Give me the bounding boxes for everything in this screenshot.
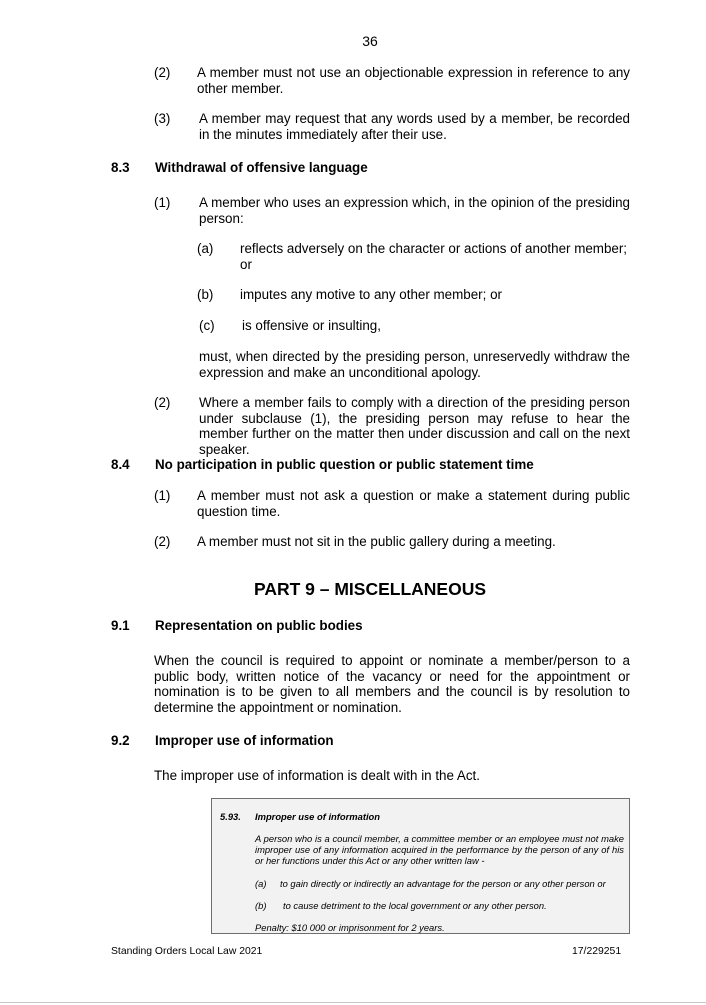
section-number: 8.4 bbox=[111, 457, 130, 472]
extract-item-label: (a) bbox=[255, 878, 267, 889]
item-label: (a) bbox=[197, 241, 214, 256]
footer-title: Standing Orders Local Law 2021 bbox=[111, 946, 263, 957]
clause-text: Where a member fails to comply with a direction of the presiding person under subclause (1), the presiding person may refuse to hear the member further on the matter then under discussion and call on the next speaker. bbox=[199, 395, 630, 457]
item-label: (b) bbox=[197, 287, 214, 302]
section-number: 9.2 bbox=[111, 733, 130, 748]
item-text: reflects adversely on the character or actions of another member; or bbox=[240, 241, 628, 272]
section-heading: No participation in public question or public statement time bbox=[155, 457, 534, 472]
part-heading: PART 9 – MISCELLANEOUS bbox=[253, 579, 487, 599]
clause-number: (1) bbox=[154, 195, 171, 210]
section-number: 8.3 bbox=[111, 160, 130, 175]
act-extract-box bbox=[211, 798, 630, 934]
item-label: (c) bbox=[199, 318, 215, 333]
clause-number: (2) bbox=[154, 534, 171, 549]
clause-text: A member must not ask a question or make a statement during public question time. bbox=[197, 488, 630, 519]
section-number: 9.1 bbox=[111, 618, 130, 633]
page-number: 36 bbox=[362, 33, 378, 49]
footer-reference: 17/229251 bbox=[572, 946, 622, 957]
item-text: is offensive or insulting, bbox=[242, 318, 381, 333]
extract-title: Improper use of information bbox=[255, 811, 381, 822]
clause-text: A member must not sit in the public gallery during a meeting. bbox=[197, 534, 556, 549]
clause-text: A member may request that any words used by a member, be recorded in the minutes immediately after their use. bbox=[199, 111, 630, 142]
clause-closing-text: must, when directed by the presiding person, unreservedly withdraw the expression and make an unconditional apology. bbox=[199, 349, 630, 380]
extract-number: 5.93. bbox=[220, 811, 241, 822]
clause-number: (3) bbox=[154, 111, 171, 126]
page-bottom-edge bbox=[0, 1002, 706, 1003]
clause-text: A member who uses an expression which, in the opinion of the presiding person: bbox=[199, 195, 630, 226]
item-text: imputes any motive to any other member; or bbox=[240, 287, 502, 302]
extract-item-label: (b) bbox=[255, 900, 267, 911]
extract-item-text: to cause detriment to the local government or any other person. bbox=[283, 900, 547, 911]
extract-item-text: to gain directly or indirectly an advantage for the person or any other person or bbox=[280, 878, 606, 889]
section-heading: Improper use of information bbox=[155, 733, 334, 748]
section-body: The improper use of information is dealt with in the Act. bbox=[154, 768, 480, 783]
section-heading: Representation on public bodies bbox=[155, 618, 363, 633]
clause-number: (1) bbox=[154, 488, 171, 503]
extract-penalty: Penalty: $10 000 or imprisonment for 2 years. bbox=[255, 922, 445, 933]
extract-intro: A person who is a council member, a committee member or an employee must not make improper use of any information acquired in the performance by the person of any of his or her functions under this Act or any other written law - bbox=[255, 833, 624, 867]
clause-number: (2) bbox=[154, 395, 171, 410]
clause-text: A member must not use an objectionable expression in reference to any other member. bbox=[197, 65, 630, 96]
section-heading: Withdrawal of offensive language bbox=[155, 160, 368, 175]
clause-number: (2) bbox=[154, 65, 171, 80]
section-body: When the council is required to appoint or nominate a member/person to a public body, written notice of the vacancy or need for the appointment or nomination is to be given to all members and the council is by resolution to determine the appointment or nomination. bbox=[154, 653, 630, 715]
